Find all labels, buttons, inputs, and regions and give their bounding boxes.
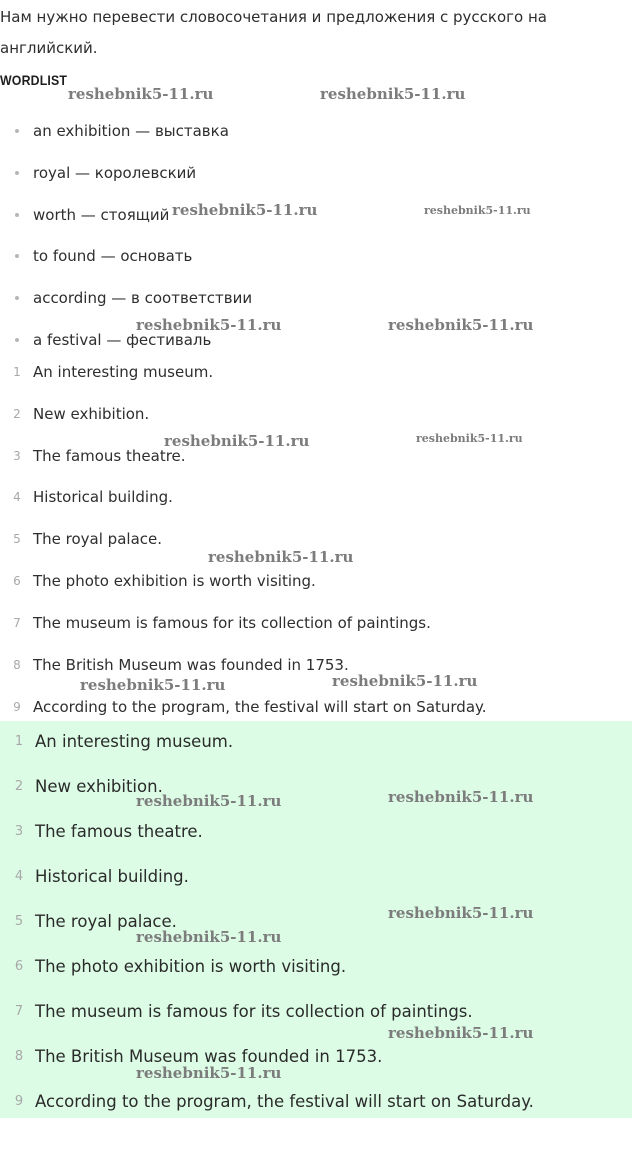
task-item xyxy=(0,527,632,551)
answer-item-text: The royal palace. xyxy=(35,911,177,931)
item-number: 4 xyxy=(13,490,21,504)
item-number: 9 xyxy=(14,1093,24,1109)
answer-item-text: New exhibition. xyxy=(35,776,163,796)
answer-item xyxy=(0,864,632,888)
watermark: reshebnik5-11.ru xyxy=(68,85,214,103)
item-number: 7 xyxy=(14,1003,24,1019)
watermark: reshebnik5-11.ru xyxy=(332,672,478,690)
task-item xyxy=(0,444,632,468)
task-item xyxy=(0,569,632,593)
wordlist-heading: WORDLIST xyxy=(0,72,68,88)
watermark: reshebnik5-11.ru xyxy=(136,1064,282,1082)
wordlist-item xyxy=(0,119,632,143)
answer-block xyxy=(0,721,632,1118)
wordlist-item-text: royal — королевский xyxy=(33,164,197,182)
intro-text: Нам нужно перевести словосочетания и предложения с русского на английский. xyxy=(0,8,547,57)
wordlist-item-text: to found — основать xyxy=(33,247,193,265)
task-item-text: The famous theatre. xyxy=(33,447,186,465)
bullet-icon xyxy=(15,213,19,217)
wordlist-item-text: worth — стоящий xyxy=(33,206,170,224)
item-number: 2 xyxy=(14,778,24,794)
answer-item xyxy=(0,999,632,1023)
watermark: reshebnik5-11.ru xyxy=(388,904,534,922)
watermark: reshebnik5-11.ru xyxy=(424,204,531,217)
item-number: 6 xyxy=(14,958,24,974)
item-number: 1 xyxy=(14,733,24,749)
watermark: reshebnik5-11.ru xyxy=(320,85,466,103)
answer-item xyxy=(0,819,632,843)
item-number: 8 xyxy=(14,1048,24,1064)
answer-item xyxy=(0,774,632,798)
item-number: 5 xyxy=(13,532,21,546)
answer-item-text: The museum is famous for its collection of paintings. xyxy=(35,1001,473,1021)
wordlist-item xyxy=(0,203,632,227)
task-item xyxy=(0,360,632,384)
answer-item xyxy=(0,729,632,753)
wordlist-item xyxy=(0,244,632,268)
watermark: reshebnik5-11.ru xyxy=(136,928,282,946)
wordlist-item-text: according — в соответствии xyxy=(33,289,253,307)
watermark: reshebnik5-11.ru xyxy=(416,432,523,445)
item-number: 9 xyxy=(13,700,21,714)
task-item xyxy=(0,653,632,677)
task-item-text: The royal palace. xyxy=(33,530,163,548)
answer-item-text: The photo exhibition is worth visiting. xyxy=(35,956,347,976)
wordlist-item-text: a festival — фестиваль xyxy=(33,331,212,349)
answer-item xyxy=(0,1089,632,1113)
task-item-text: The photo exhibition is worth visiting. xyxy=(33,572,316,590)
watermark: reshebnik5-11.ru xyxy=(164,432,310,450)
bullet-icon xyxy=(15,296,19,300)
item-number: 4 xyxy=(14,868,24,884)
item-number: 6 xyxy=(13,574,21,588)
task-item xyxy=(0,402,632,426)
answer-item-text: The famous theatre. xyxy=(35,821,203,841)
item-number: 2 xyxy=(13,407,21,421)
task-item-text: According to the program, the festival will start on Saturday. xyxy=(33,698,487,716)
item-number: 5 xyxy=(14,913,24,929)
task-item-text: Historical building. xyxy=(33,488,173,506)
task-item-text: The British Museum was founded in 1753. xyxy=(33,656,349,674)
task-item xyxy=(0,485,632,509)
bullet-icon xyxy=(15,129,19,133)
item-number: 8 xyxy=(13,658,21,672)
watermark: reshebnik5-11.ru xyxy=(388,788,534,806)
watermark: reshebnik5-11.ru xyxy=(388,316,534,334)
watermark: reshebnik5-11.ru xyxy=(208,548,354,566)
item-number: 3 xyxy=(14,823,24,839)
bullet-icon xyxy=(15,254,19,258)
answer-item-text: Historical building. xyxy=(35,866,189,886)
task-item-text: New exhibition. xyxy=(33,405,150,423)
item-number: 1 xyxy=(13,365,21,379)
bullet-icon xyxy=(15,338,19,342)
answer-item-text: According to the program, the festival will start on Saturday. xyxy=(35,1091,534,1111)
task-item-text: An interesting museum. xyxy=(33,363,214,381)
watermark: reshebnik5-11.ru xyxy=(136,792,282,810)
answer-item xyxy=(0,909,632,933)
bullet-icon xyxy=(15,171,19,175)
answer-item-text: An interesting museum. xyxy=(35,731,234,751)
wordlist-item-text: an exhibition — выставка xyxy=(33,122,229,140)
wordlist-item xyxy=(0,328,632,352)
answer-item xyxy=(0,1044,632,1068)
task-item-text: The museum is famous for its collection of paintings. xyxy=(33,614,431,632)
wordlist-item xyxy=(0,286,632,310)
task-item xyxy=(0,695,632,719)
watermark: reshebnik5-11.ru xyxy=(388,1024,534,1042)
item-number: 7 xyxy=(13,616,21,630)
watermark: reshebnik5-11.ru xyxy=(172,201,318,219)
item-number: 3 xyxy=(13,449,21,463)
answer-item-text: The British Museum was founded in 1753. xyxy=(35,1046,383,1066)
watermark: reshebnik5-11.ru xyxy=(136,316,282,334)
watermark: reshebnik5-11.ru xyxy=(80,676,226,694)
task-item xyxy=(0,611,632,635)
answer-item xyxy=(0,954,632,978)
wordlist-item xyxy=(0,161,632,185)
